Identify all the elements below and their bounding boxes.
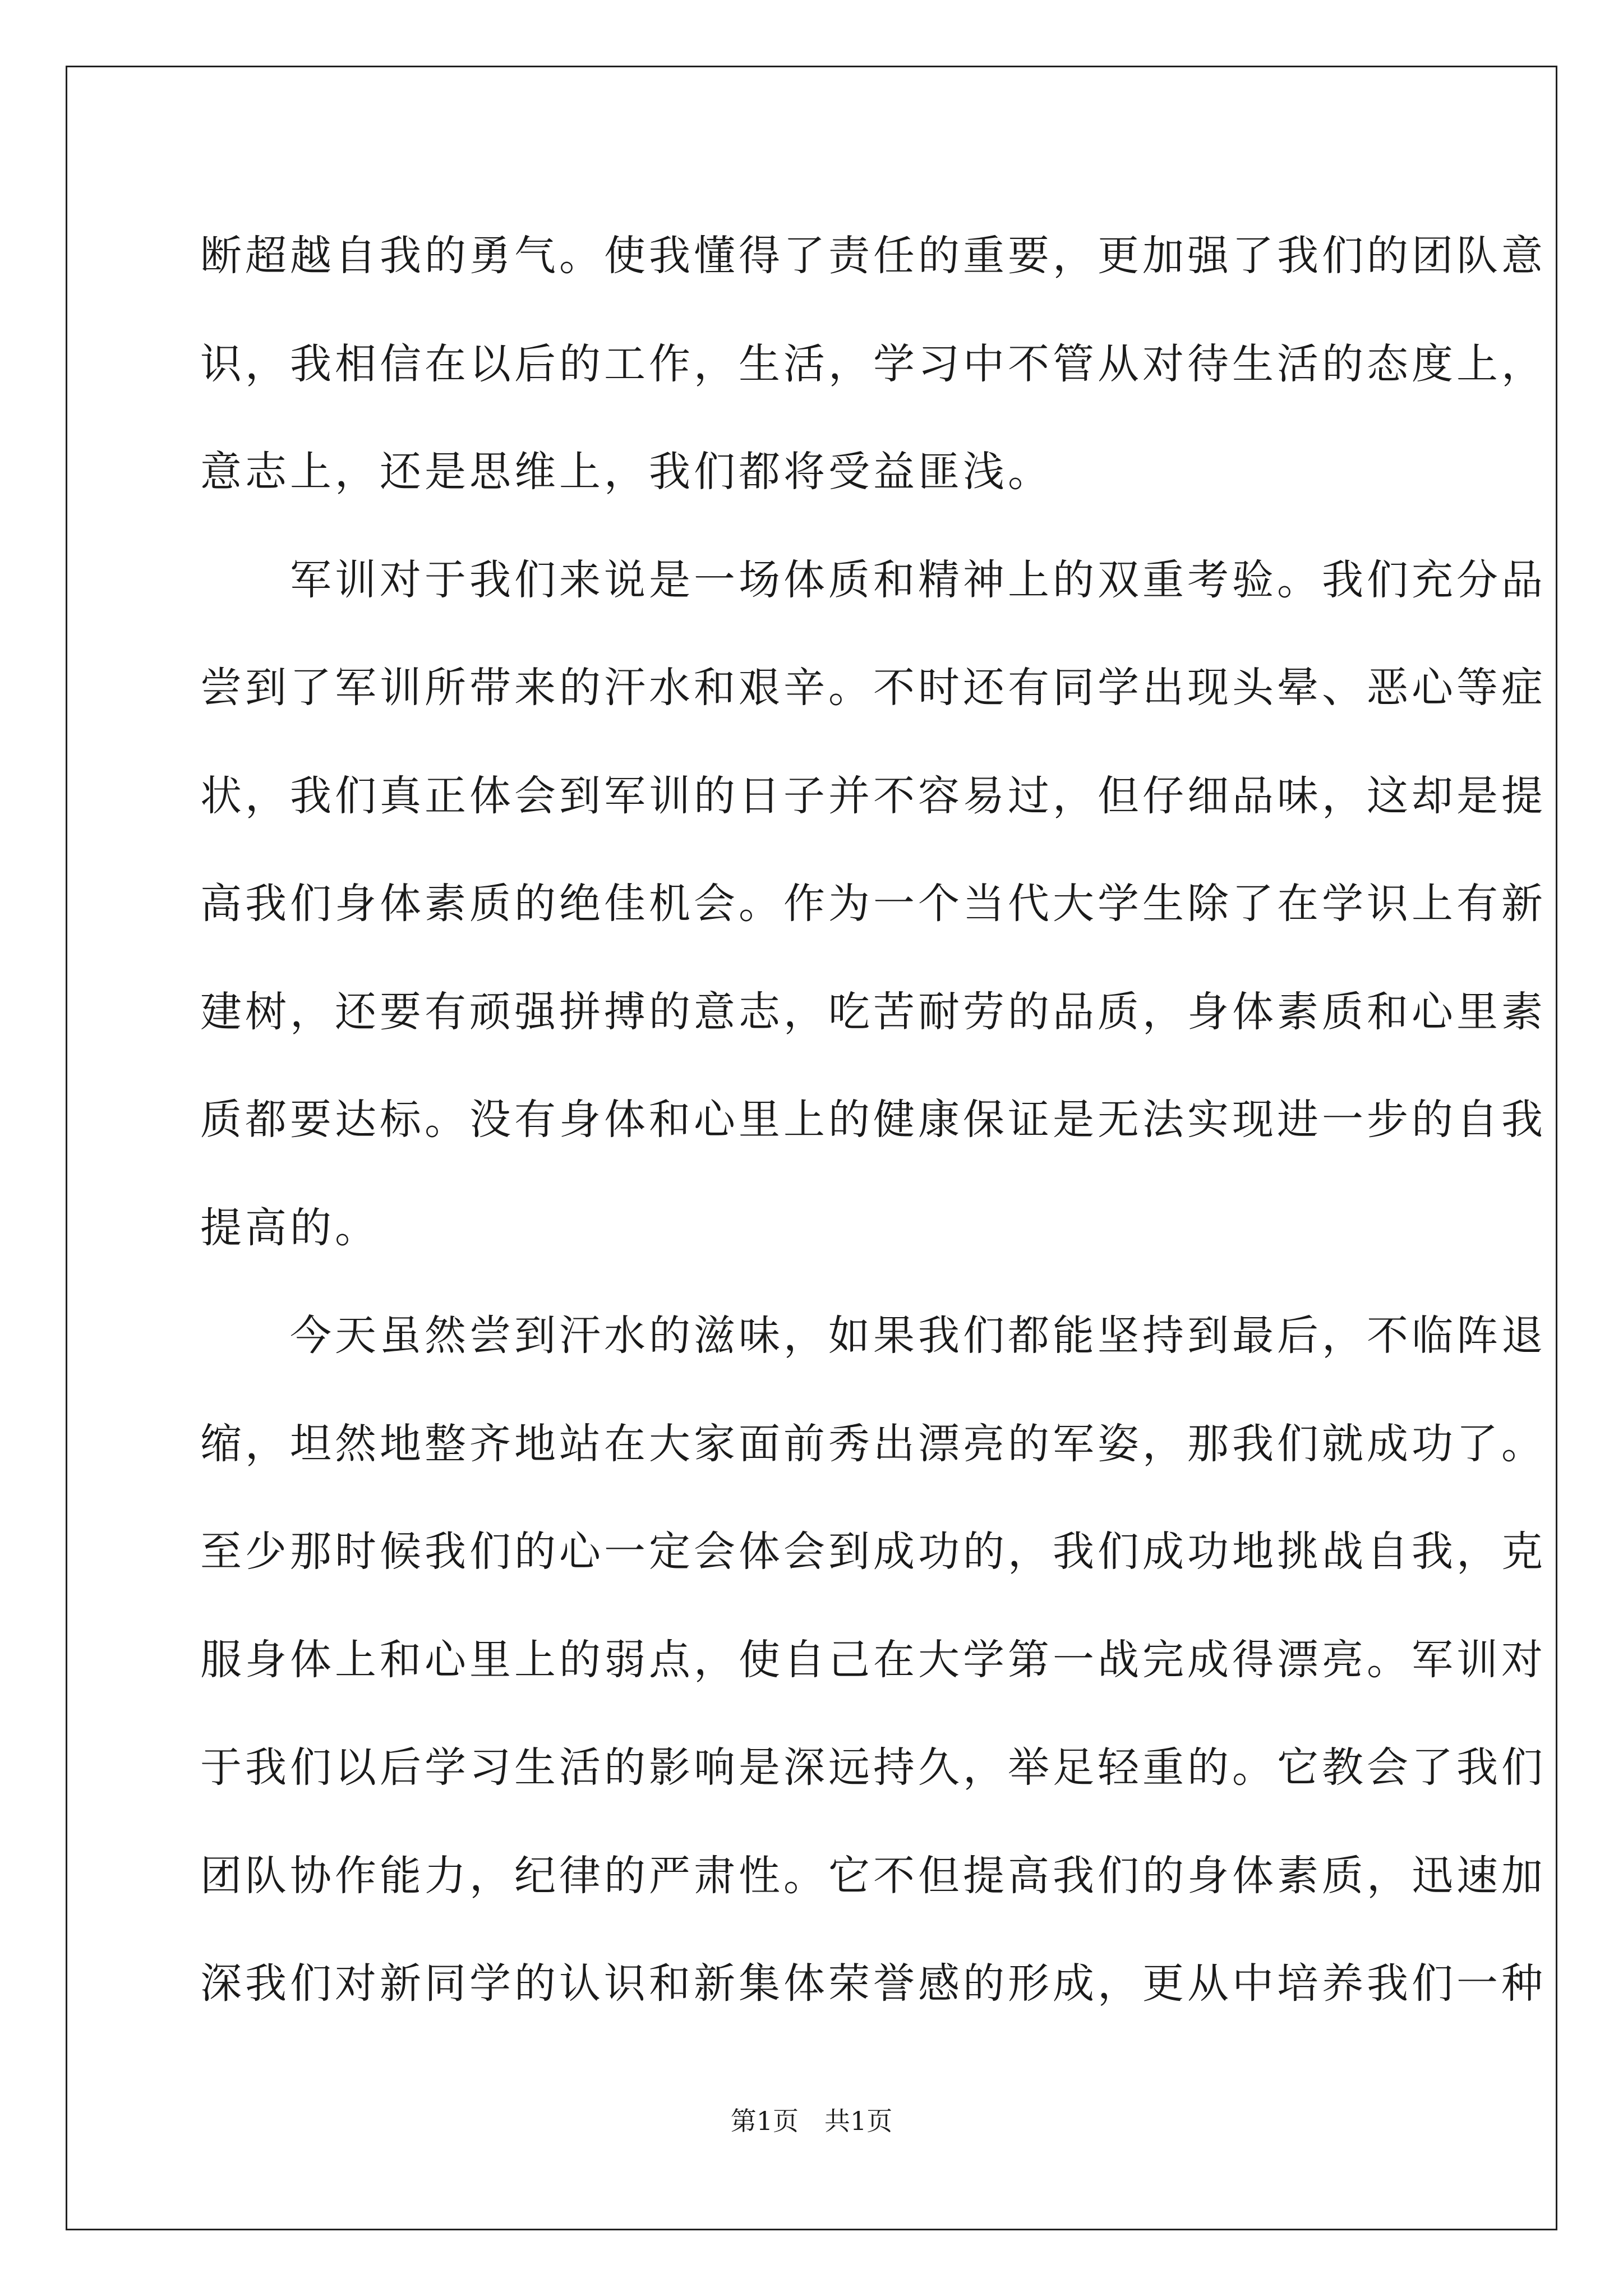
- text-line: 今天虽然尝到汗水的滋味，如果我们都能坚持到最后，不临阵退: [200, 1312, 1546, 1360]
- text-line: 团队协作能力，纪律的严肃性。它不但提高我们的身体素质，迅速加: [200, 1851, 1546, 1900]
- text-line: 断超越自我的勇气。使我懂得了责任的重要，更加强了我们的团队意: [200, 232, 1546, 280]
- document-body: [200, 202, 1546, 2038]
- text-line: 至少那时候我们的心一定会体会到成功的，我们成功地挑战自我，克: [200, 1527, 1546, 1576]
- text-line: 尝到了军训所带来的汗水和艰辛。不时还有同学出现头晕、恶心等症: [200, 664, 1546, 712]
- text-line: 军训对于我们来说是一场体质和精神上的双重考验。我们充分品: [200, 555, 1546, 604]
- text-line: 意志上，还是思维上，我们都将受益匪浅。: [200, 448, 1053, 496]
- text-line: 识，我相信在以后的工作，生活，学习中不管从对待生活的态度上，: [200, 339, 1546, 388]
- text-line: 深我们对新同学的认识和新集体荣誉感的形成，更从中培养我们一种: [200, 1959, 1546, 2008]
- text-line: 质都要达标。没有身体和心里上的健康保证是无法实现进一步的自我: [200, 1096, 1546, 1144]
- text-line: 状，我们真正体会到军训的日子并不容易过，但仔细品味，这却是提: [200, 771, 1546, 820]
- text-line: 提高的。: [200, 1203, 380, 1252]
- text-line: 于我们以后学习生活的影响是深远持久，举足轻重的。它教会了我们: [200, 1743, 1546, 1792]
- text-line: 缩，坦然地整齐地站在大家面前秀出漂亮的军姿，那我们就成功了。: [200, 1419, 1546, 1468]
- text-line: 服身体上和心里上的弱点，使自己在大学第一战完成得漂亮。军训对: [200, 1635, 1546, 1684]
- text-line: 建树，还要有顽强拼搏的意志，吃苦耐劳的品质，身体素质和心里素: [200, 987, 1546, 1036]
- text-line: 高我们身体素质的绝佳机会。作为一个当代大学生除了在学识上有新: [200, 880, 1546, 928]
- page-number-footer: 第1页 共1页: [730, 2106, 893, 2136]
